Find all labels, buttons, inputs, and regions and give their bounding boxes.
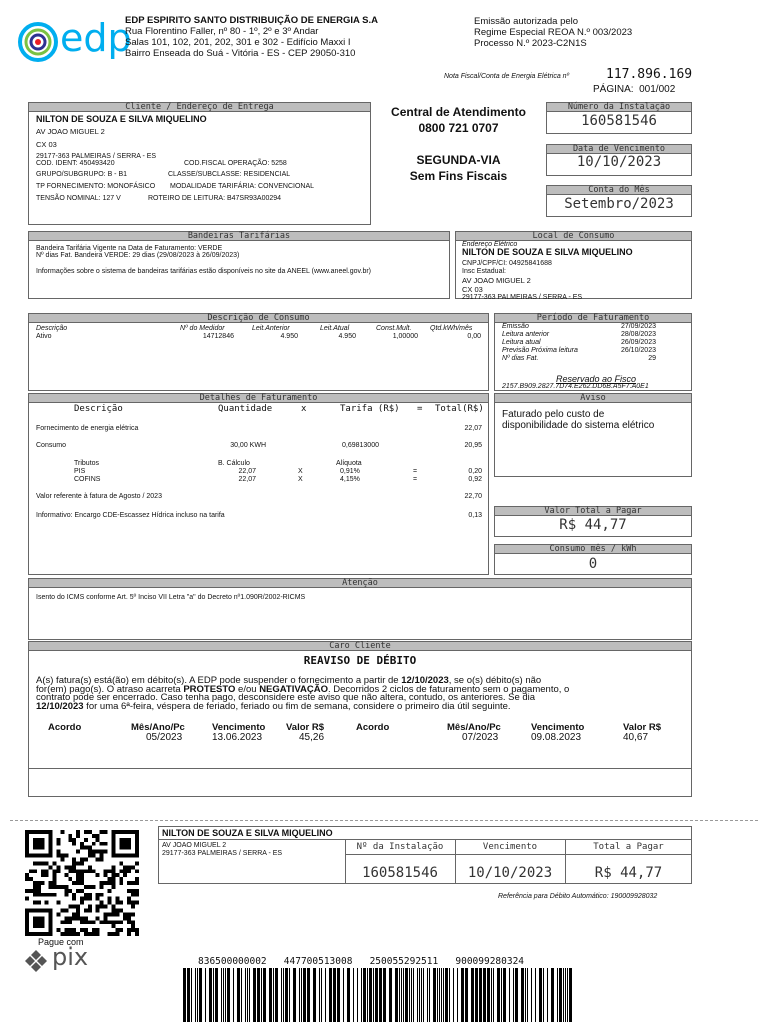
- cut-line: [10, 820, 758, 821]
- pis-valor: 0,20: [468, 468, 482, 475]
- debito-automatico: [498, 892, 657, 901]
- consumo-row-const: 1,00000: [392, 333, 418, 340]
- edp-logo-text: edp: [60, 16, 132, 60]
- pague-com-label: Pague com: [38, 937, 84, 947]
- detalhes-consumo-tarifa: 0,69813000: [342, 442, 379, 449]
- client-header: Cliente / Endereço de Entrega: [28, 102, 371, 112]
- total-header: Valor Total a Pagar: [494, 506, 692, 516]
- detalhes-informativo-valor: 0,13: [468, 512, 482, 519]
- bandeiras-box: [28, 231, 450, 299]
- stub-total-value: R$ 44,77: [594, 865, 663, 881]
- detalhes-box: [28, 393, 489, 575]
- cofins-x: X: [298, 476, 303, 483]
- page-number: PÁGINA: 001/002: [593, 84, 676, 95]
- debt-1-mes: 05/2023: [146, 732, 183, 743]
- detalhes-col-x: x: [301, 404, 307, 414]
- periodo-label-dias: Nº dias Fat.: [502, 355, 539, 362]
- consumo-row-leit-ant: 4.950: [280, 333, 298, 340]
- client-tp-fornecimento: TP FORNECIMENTO: MONOFÁSICO: [36, 183, 156, 190]
- bandeiras-header: Bandeiras Tarifárias: [28, 231, 450, 241]
- client-cod-fiscal: COD.FISCAL OPERAÇÃO: 5258: [184, 160, 287, 167]
- central-phone: 0800 721 0707: [418, 121, 499, 135]
- pis-aliquota: 0,91%: [340, 468, 360, 475]
- debito-automatico-label: Referência para Débito Automático:: [498, 893, 609, 900]
- emission-block: [474, 16, 632, 49]
- detalhes-consumo-qtd: 30,00 KWH: [230, 442, 266, 449]
- reaviso-text: [36, 677, 690, 711]
- cofins-base: 22,07: [238, 476, 256, 483]
- tributos-aliquota-label: Alíquota: [336, 460, 362, 467]
- reaviso-l4b: for uma 6ª-feira, véspera de feriado, feriado ou fim de semana, considere o primeiro dia útil seguinte.: [83, 700, 511, 712]
- cofins-eq: =: [413, 476, 418, 483]
- periodo-label-proxima: Previsão Próxima leitura: [502, 347, 578, 354]
- tributos-label: Tributos: [74, 460, 100, 467]
- local-street: AV JOAO MIGUEL 2: [462, 276, 531, 285]
- client-cx: CX 03: [36, 140, 57, 149]
- atencao-header: Atenção: [28, 578, 692, 588]
- fisco-value: 2157.B909.2827.7D74.E262.DD6B.A5F7.A0E1: [502, 383, 649, 390]
- central-block: [376, 104, 541, 136]
- stub-hline: [345, 854, 692, 855]
- cofins-valor: 0,92: [468, 476, 482, 483]
- detalhes-consumo: Consumo: [36, 442, 66, 449]
- stub-name: NILTON DE SOUZA E SILVA MIQUELINO: [162, 828, 333, 838]
- atencao-text: Isento do ICMS conforme Art. 5º Inciso VII Letra "a" do Decreto nº1.090R/2002-RICMS: [36, 594, 306, 601]
- bandeira-vigente: Bandeira Tarifária Vigente na Data de Faturamento: VERDE: [36, 245, 223, 252]
- detalhes-fornecimento-valor: 22,07: [464, 425, 482, 432]
- local-name: NILTON DE SOUZA E SILVA MIQUELINO: [462, 247, 633, 257]
- sem-fins-label: Sem Fins Fiscais: [409, 169, 508, 183]
- barcode: [183, 968, 573, 1022]
- reaviso-l4a: 12/10/2023: [36, 700, 84, 712]
- cofins-label: COFINS: [74, 476, 101, 483]
- detalhes-header: Detalhes de Faturamento: [28, 393, 489, 403]
- segunda-via-block: [376, 152, 541, 184]
- total-value: R$ 44,77: [559, 517, 627, 533]
- barcode-digits: 836500000002 447700513008 250055292511 900099280324: [198, 956, 525, 967]
- periodo-header: Período de Faturamento: [494, 313, 692, 323]
- month-value: Setembro/2023: [564, 196, 674, 212]
- stub-city: 29177-363 PALMEIRAS / SERRA - ES: [162, 850, 283, 857]
- central-title: Central de Atendimento: [391, 105, 526, 119]
- company-address-3: Bairro Enseada do Suá - Vitória - ES - CEP 29050-310: [125, 48, 356, 59]
- debt-2-venc: 09.08.2023: [531, 732, 582, 743]
- reaviso-l2b: PROTESTO: [183, 683, 236, 695]
- emission-line-3: Processo N.º 2023-C2N1S: [474, 38, 587, 49]
- bandeira-info: Informações sobre o sistema de bandeiras tarifárias estão disponíveis no site da ANEEL (www.aneel.gov.br): [36, 268, 372, 275]
- segunda-via-label: SEGUNDA-VIA: [416, 153, 501, 167]
- consumo-mes-value: 0: [588, 556, 598, 572]
- company-address-1: Rua Florentino Faller, nº 80 - 1º, 2º e 3º Andar: [125, 26, 319, 37]
- pix-logo: [24, 943, 114, 973]
- debt-col-mes-2: Mês/Ano/Pc: [447, 722, 501, 733]
- consumo-row-leit-atual: 4.950: [338, 333, 356, 340]
- client-grupo: GRUPO/SUBGRUPO: B - B1: [36, 171, 128, 178]
- client-roteiro: ROTEIRO DE LEITURA: B47SR93A00294: [148, 195, 282, 202]
- edp-logo: [18, 16, 132, 64]
- local-label: Endereço Elétrico: [462, 241, 518, 248]
- reaviso-l2c: e/ou: [235, 683, 260, 695]
- stub-inst-value: 160581546: [362, 865, 438, 881]
- fisco-label: Reservado ao Fisco: [556, 374, 637, 384]
- consumo-col-const: Const.Mult.: [376, 325, 412, 332]
- company-address-2: Salas 101, 102, 201, 202, 301 e 302 - Edifício Maxxi I: [125, 37, 351, 48]
- aviso-header: Aviso: [494, 393, 692, 403]
- pis-base: 22,07: [238, 468, 256, 475]
- due-header: Data de Vencimento: [546, 144, 692, 154]
- emission-line-1: Emissão autorizada pelo: [474, 16, 579, 27]
- debt-col-valor-1: Valor R$: [286, 722, 325, 733]
- client-modalidade: MODALIDADE TARIFÁRIA: CONVENCIONAL: [170, 183, 315, 190]
- debt-2-valor: 40,67: [623, 732, 649, 743]
- aviso-line-2: disponibilidade do sistema elétrico: [502, 420, 655, 431]
- installation-header: Número da Instalação: [546, 102, 692, 112]
- debt-col-acordo-1: Acordo: [48, 722, 82, 733]
- debt-1-valor: 45,26: [299, 732, 325, 743]
- aviso-text: [502, 409, 654, 431]
- debt-col-venc-2: Vencimento: [531, 722, 585, 733]
- nf-number: 117.896.169: [606, 67, 693, 82]
- client-classe: CLASSE/SUBCLASSE: RESIDENCIAL: [168, 171, 291, 178]
- reaviso-l2d: NEGATIVAÇÃO: [259, 683, 328, 695]
- pix-qr-code[interactable]: [24, 830, 140, 936]
- periodo-value-emissao: 27/09/2023: [620, 323, 656, 330]
- consumo-col-leit-atual: Leit.Atual: [320, 325, 350, 332]
- consumo-col-desc: Descrição: [36, 325, 68, 332]
- consumo-col-medidor: Nº do Medidor: [180, 325, 225, 332]
- reaviso-l1c: , se o(s) débito(s) não: [448, 675, 542, 686]
- bandeira-dias: Nº dias Fat. Bandeira VERDE: 29 dias (29/08/2023 à 26/09/2023): [36, 252, 240, 259]
- debt-col-valor-2: Valor R$: [623, 722, 662, 733]
- debt-2-mes: 07/2023: [462, 732, 499, 743]
- nf-label: Nota Fiscal/Conta de Energia Elétrica nº: [444, 73, 570, 80]
- pix-icon: [24, 949, 48, 973]
- detalhes-col-desc: Descrição: [74, 404, 123, 414]
- periodo-values: [610, 323, 656, 363]
- detalhes-col-eq: =: [417, 404, 423, 414]
- cofins-aliquota: 4,15%: [340, 476, 360, 483]
- consumo-col-qtd: Qtd.kWh/mês: [430, 325, 473, 332]
- debt-col-venc-1: Vencimento: [212, 722, 266, 733]
- periodo-value-proxima: 26/10/2023: [620, 347, 656, 354]
- detalhes-referente: Valor referente à fatura de Agosto / 2023: [36, 493, 162, 500]
- company-block: [125, 15, 378, 59]
- client-street: AV JOAO MIGUEL 2: [36, 127, 105, 136]
- local-city: 29177-363 PALMEIRAS / SERRA - ES: [462, 294, 583, 301]
- client-cod-ident: COD. IDENT: 450493420: [36, 160, 115, 167]
- consumo-mes-header: Consumo mês / kWh: [494, 544, 692, 554]
- installation-value: 160581546: [581, 113, 657, 129]
- consumo-col-leit-ant: Leit.Anterior: [252, 325, 290, 332]
- caro-divider: [28, 768, 692, 769]
- periodo-label-anterior: Leitura anterior: [502, 331, 550, 338]
- reaviso-l1b: 12/10/2023: [401, 675, 449, 686]
- consumo-row-medidor: 14712846: [202, 333, 234, 340]
- company-name: EDP ESPIRITO SANTO DISTRIBUIÇÃO DE ENERGIA S.A: [125, 15, 379, 26]
- reaviso-l2a: for(em) pago(s). O atraso acarreta: [36, 683, 184, 695]
- reaviso-l3: contrato pode ser encerrado. Caso tenha pago, desconsidere este aviso que não altera, contudo, os anteriores. Se dia: [36, 692, 536, 703]
- debt-col-acordo-2: Acordo: [356, 722, 390, 733]
- detalhes-col-total: Total(R$): [435, 404, 484, 414]
- reaviso-l2e: . Decorridos 2 ciclos de faturamento sem o pagamento, o: [327, 683, 570, 695]
- emission-line-2: Regime Especial REOA N.º 003/2023: [474, 27, 633, 38]
- periodo-value-anterior: 28/08/2023: [620, 331, 656, 338]
- stub-divider: [158, 839, 692, 840]
- month-header: Conta do Mês: [546, 185, 692, 195]
- aviso-box: [494, 393, 692, 477]
- detalhes-col-tarifa: Tarifa (R$): [340, 404, 400, 414]
- periodo-label-atual: Leitura atual: [502, 339, 541, 346]
- periodo-value-atual: 26/09/2023: [620, 339, 656, 346]
- stub-venc-value: 10/10/2023: [467, 865, 553, 881]
- reaviso-title: REAVISO DE DÉBITO: [303, 654, 417, 667]
- detalhes-col-qtd: Quantidade: [218, 404, 273, 414]
- pis-eq: =: [413, 468, 418, 475]
- client-city: 29177-363 PALMEIRAS / SERRA - ES: [36, 153, 157, 160]
- debt-1-venc: 13.06.2023: [212, 732, 263, 743]
- debt-col-mes-1: Mês/Ano/Pc: [131, 722, 185, 733]
- stub-street: AV JOAO MIGUEL 2: [162, 842, 227, 849]
- stub-inst-header: Nº da Instalação: [356, 842, 444, 852]
- detalhes-consumo-total: 20,95: [464, 442, 482, 449]
- due-value: 10/10/2023: [576, 154, 662, 170]
- client-tensao: TENSÃO NOMINAL: 127 V: [36, 195, 121, 202]
- consumo-row-desc: Ativo: [36, 333, 52, 340]
- local-header: Local de Consumo: [455, 231, 692, 241]
- pix-logo-text: pix: [52, 943, 89, 971]
- local-cnpj: CNPJ/CPF/CI: 04925841688: [462, 260, 552, 267]
- consumo-header: Descrição de Consumo: [28, 313, 489, 323]
- periodo-labels: [502, 323, 578, 363]
- pis-label: PIS: [74, 468, 86, 475]
- periodo-label-emissao: Emissão: [502, 323, 529, 330]
- consumo-row-qtd: 0,00: [467, 333, 481, 340]
- detalhes-fornecimento: Fornecimento de energia elétrica: [36, 425, 139, 432]
- detalhes-referente-valor: 22,70: [464, 493, 482, 500]
- reaviso-l1a: A(s) fatura(s) está(ão) em débito(s). A EDP pode suspender o fornecimento a partir de: [36, 675, 402, 686]
- client-name: NILTON DE SOUZA E SILVA MIQUELINO: [36, 114, 207, 124]
- edp-logo-icon: [18, 22, 58, 62]
- stub-venc-header: Vencimento: [482, 842, 538, 852]
- aviso-line-1: Faturado pelo custo de: [502, 409, 605, 420]
- stub-total-header: Total a Pagar: [593, 842, 664, 852]
- local-insc: Insc Estadual:: [462, 268, 506, 275]
- caro-header: Caro Cliente: [28, 641, 692, 651]
- tributos-calc-label: B. Cálculo: [218, 460, 250, 467]
- pis-x: X: [298, 468, 303, 475]
- local-cx: CX 03: [462, 285, 483, 294]
- periodo-value-dias: 29: [648, 355, 656, 362]
- detalhes-informativo: Informativo: Encargo CDE-Escassez Hídrica incluso na tarifa: [36, 512, 225, 519]
- debito-automatico-value: 190009928032: [610, 893, 658, 900]
